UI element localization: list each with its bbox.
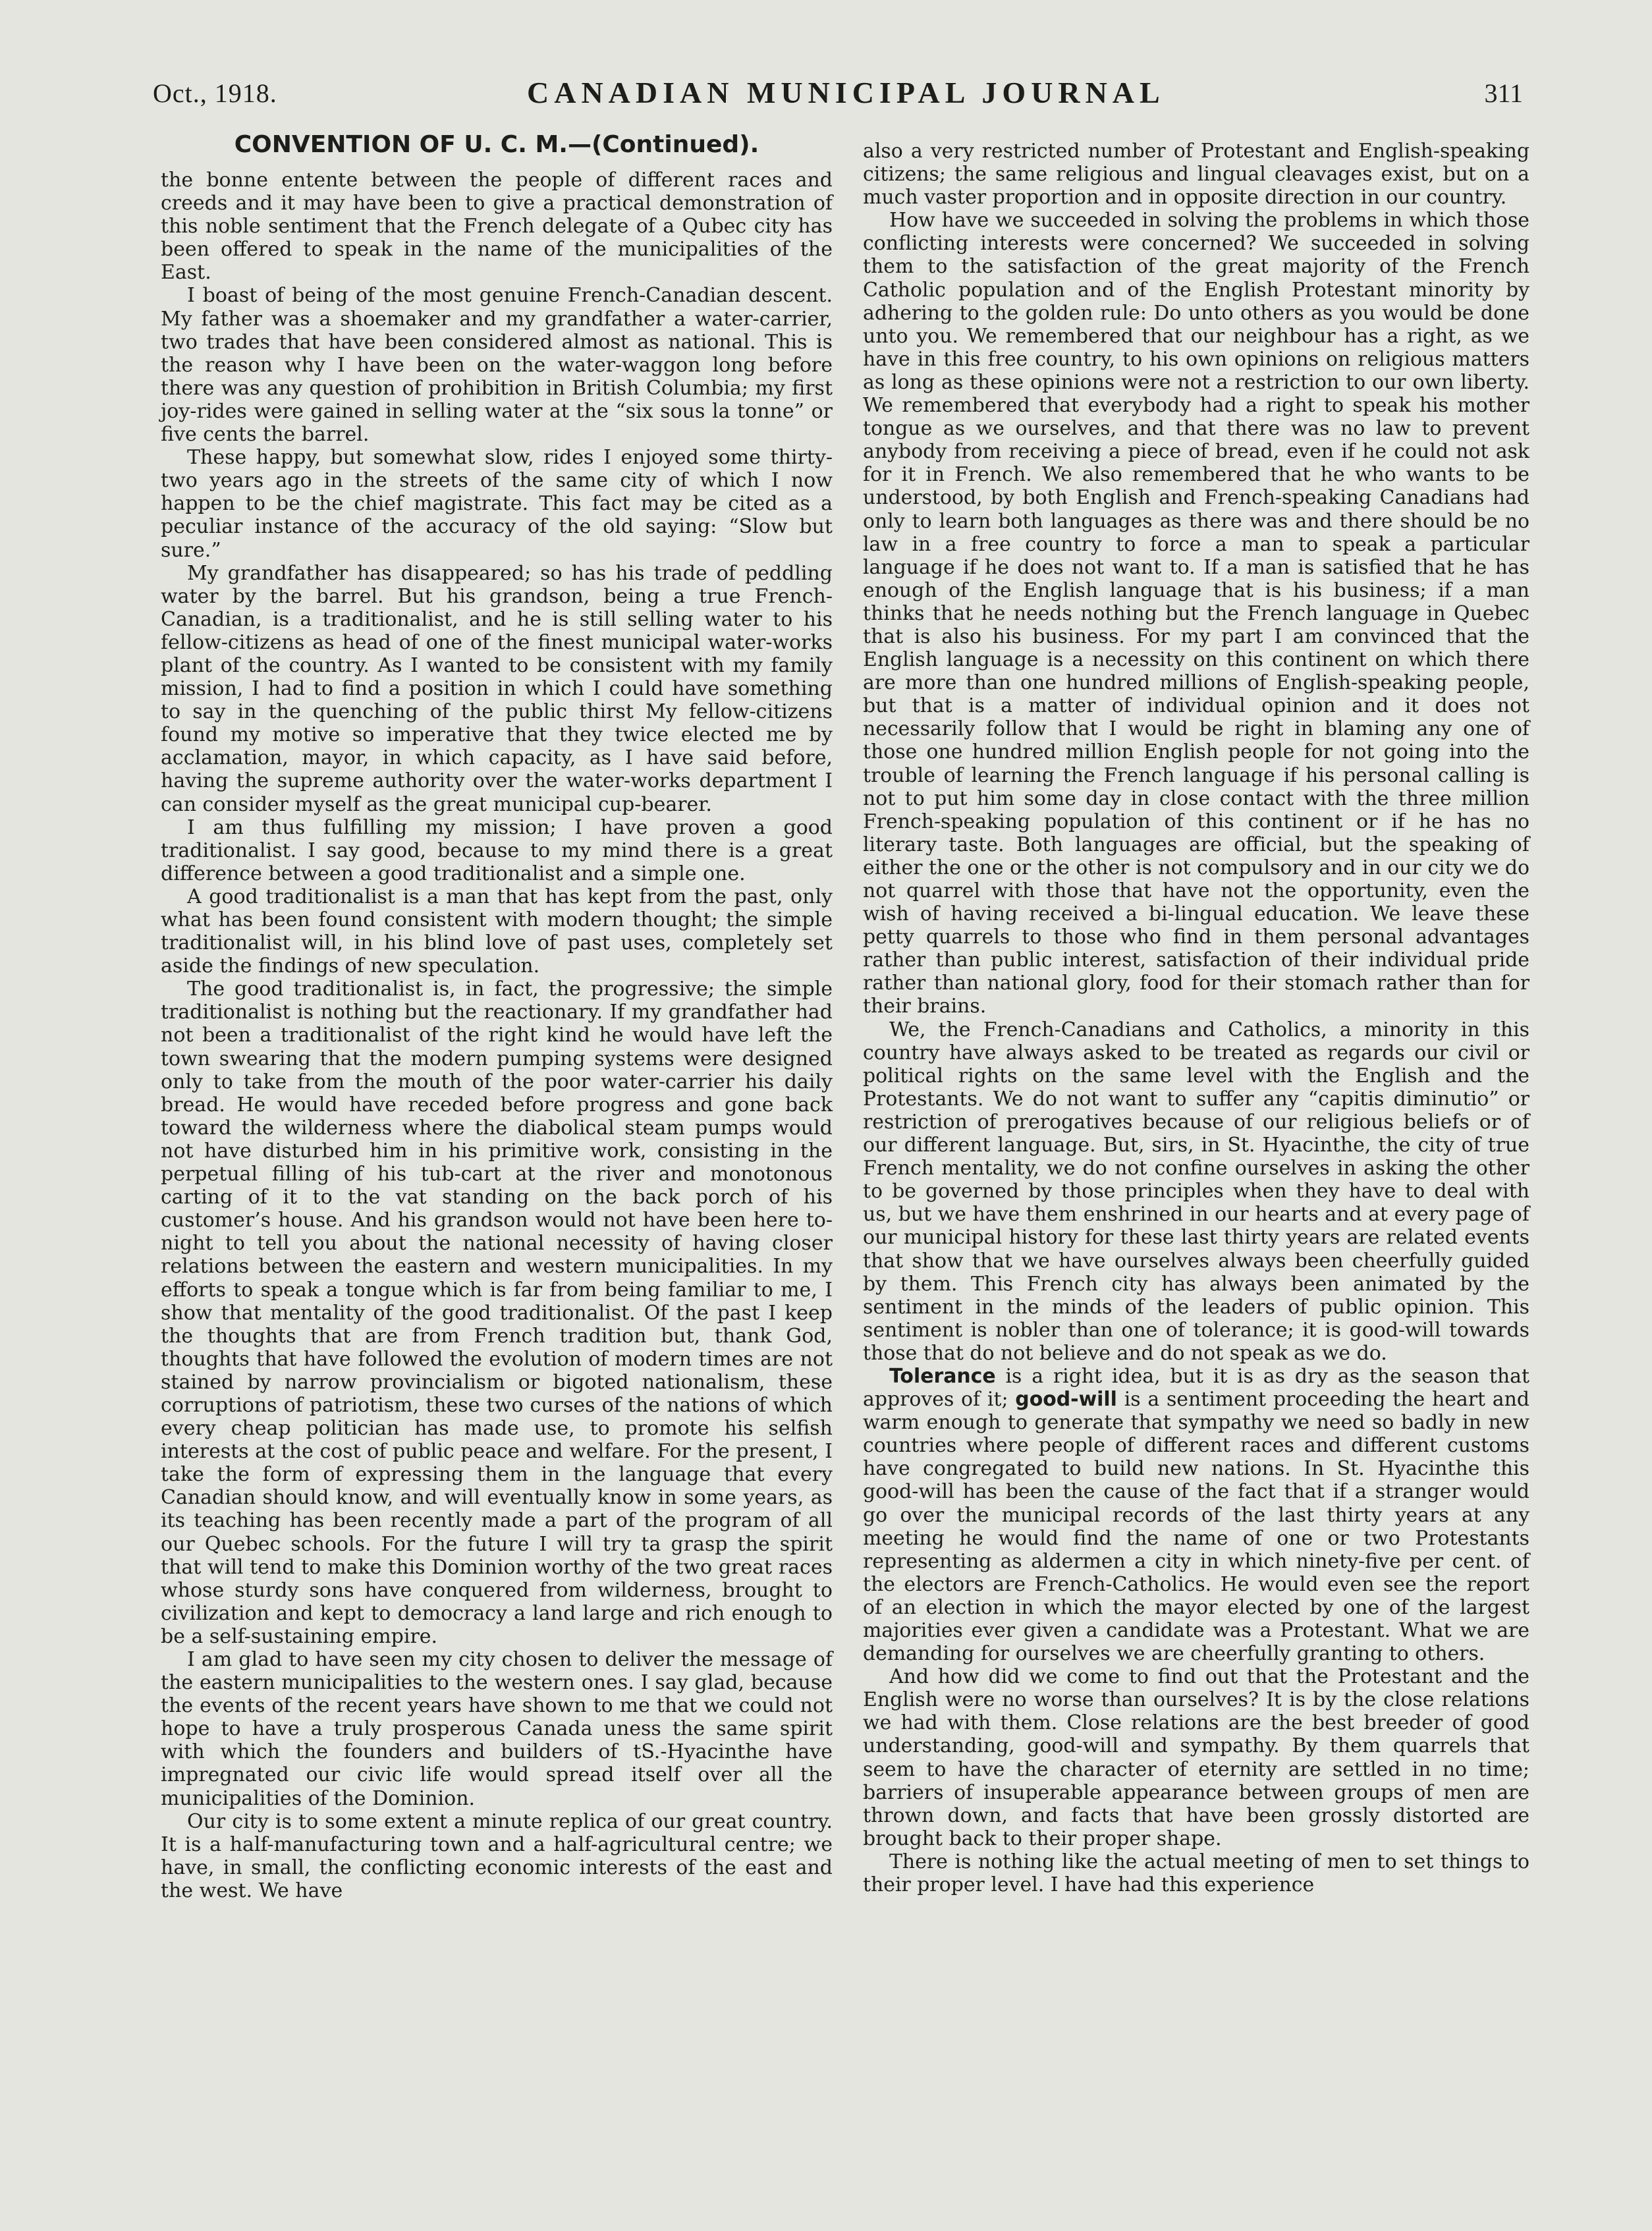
paragraph-tolerance — [863, 1365, 1529, 1665]
section-title: CONVENTION OF U. C. M.—(Continued). — [234, 131, 759, 158]
paragraph: I am glad to have seen my city chosen to deliver the message of the eastern municipalities to the western ones. I say glad, because the events of the recent years have shown to me that we could not hope to have a truly prosperous Canada uness the same spirit with which the founders and builders of tS.-Hyacinthe have impregnated our civic life would spread itself over all the municipalities of the Dominion. — [161, 1648, 833, 1810]
paragraph: There is nothing like the actual meeting of men to set things to their proper level. I have had this experience — [863, 1850, 1529, 1897]
paragraph: I boast of being of the most genuine French-Canadian descent. My father was a shoemaker and my grandfather a water-carrier, two trades that have been considered almost as national. This is the reason why I have been on the water-waggon long before there was any question of prohibition in British Columbia; my first joy-rides were gained in selling water at the “six sous la tonne” or five cents the barrel. — [161, 284, 833, 447]
paragraph: How have we succeeded in solving the problems in which those conflicting interests were concerned? We succeeded in solving them to the satisfaction of the great majority of the French Catholic population and of the English Protestant minority by adhering to the golden rule: Do unto others as you would be done unto you. We remembered that our neighbour has a right, as we have in this free country, to his own opinions on religious matters as long as these opinions were not a restriction to our own liberty. We remembered that everybody had a right to speak his mother tongue as we ourselves, and that there was no law to prevent anybody from receiving a piece of bread, even if he could not ask for it in French. We also remembered that he who wants to be understood, by both English and French-speaking Canadians had only to learn both languages as there was and there should be no law in a free country to force a man to speak a particular language if he does not want to. If a man is satisfied that he has enough of the English language that is his business; if a man thinks that he needs nothing but the French language in Quebec that is also his business. For my part I am convinced that the English language is a necessity on this continent on which there are more than one hundred millions of English-speaking people, but that is a matter of individual opinion and it does not necessarily follow that I would be right in blaming any one of those one hundred million English people for not going into the trouble of learning the French language if his personal calling is not to put him some day in close contact with the three million French-speaking population of this continent or if he has no literary taste. Both languages are official, but the speaking of either the one or the other is not compulsory and in our city we do not quarrel with those that have not the opportunity, even the wish of having received a bi-lingual education. We leave these petty quarrels to those who find in them personal advantages rather than public interest, satisfaction of their individual pride rather than national glory, food for their stomach rather than for their brains. — [863, 209, 1529, 1018]
paragraph: And how did we come to find out that the Protestant and the English were no worse than ourselves? It is by the close relations we had with them. Close relations are the best breeder of good understanding, good-will and sympathy. By them quarrels that seem to have the character of eternity are settled in no time; barriers of insuperable appearance between groups of men are thrown down, and facts that have been grossly distorted are brought back to their proper shape. — [863, 1665, 1529, 1850]
paragraph: Our city is to some extent a minute replica of our great country. It is a half-manufacturing town and a half-agricultural centre; we have, in small, the conflicting economic interests of the east and the west. We have — [161, 1809, 833, 1902]
issue-date: Oct., 1918. — [153, 78, 277, 108]
paragraph: We, the French-Canadians and Catholics, a minority in this country have always asked to be treated as regards our civil or political rights on the same level with the English and the Protestants. We do not want to suffer any “capitis diminutio” or restriction of prerogatives because of our religious beliefs or of our different language. But, sirs, in St. Hyacinthe, the city of true French mentality, we do not confine ourselves in asking the other to be governed by those principles when they have to deal with us, but we have them enshrined in our hearts and at every page of our municipal history for these last thirty years are related events that show that we have ourselves always been cheerfully guided by them. This French city has always been animated by the sentiment in the minds of the leaders of public opinion. This sentiment is nobler than one of tolerance; it is good-will towards those that do not believe and do not speak as we do. — [863, 1018, 1529, 1365]
paragraph-text: is a right idea, but it is as dry as the season that approves of it; — [863, 1364, 1529, 1412]
journal-title: CANADIAN MUNICIPAL JOURNAL — [527, 76, 1165, 109]
page-header — [153, 72, 1523, 112]
paragraph: A good traditionalist is a man that has kept from the past, only what has been found consistent with modern thought; the simple traditionalist will, in his blind love of past uses, completely set aside the findings of new speculation. — [161, 885, 833, 978]
paragraph: also a very restricted number of Protestant and English-speaking citizens; the same religious and lingual cleavages exist, but on a much vaster proportion and in opposite direction in our country. — [863, 140, 1529, 209]
left-column — [161, 129, 833, 1902]
paragraph: I am thus fulfilling my mission; I have proven a good traditionalist. I say good, because to my mind there is a great difference between a good traditionalist and a simple one. — [161, 815, 833, 885]
paragraph: the bonne entente between the people of different races and creeds and it may have been to give a practical demonstration of this noble sentiment that the French delegate of a Qubec city has been offered to speak in the name of the municipalities of the East. — [161, 169, 833, 285]
emphasis-good-will: good-will — [1015, 1388, 1117, 1412]
paragraph: The good traditionalist is, in fact, the progressive; the simple traditionalist is nothing but the reactionary. If my grandfather had not been a traditionalist of the right kind he would have left the town swearing that the modern pumping systems were designed only to take from the mouth of the poor water-carrier his daily bread. He would have receded before progress and gone back toward the wilderness where the diabolical steam pumps would not have disturbed him in his primitive work, consisting in the perpetual filling of his tub-cart at the river and monotonous carting of it to the vat standing on the back porch of his customer’s house. And his grandson would not have been here to-night to tell you about the national necessity of having closer relations between the eastern and western municipalities. In my efforts to speak a tongue which is far from being familiar to me, I show that mentality of the good traditionalist. Of the past I keep the thoughts that are from French tradition but, thank God, thoughts that have followed the evolution of modern times are not stained by narrow provincialism or bigoted nationalism, these corruptions of patriotism, these two curses of the nations of which every cheap politician has made use, to promote his selfish interests at the cost of public peace and welfare. For the present, I take the form of expressing them in the language that every Canadian should know, and will eventually know in some years, as its teaching has been recently made a part of the program of all our Quebec schools. For the future I will try ta grasp the spirit that will tend to make this Dominion worthy of the two great races whose sturdy sons have conquered from wilderness, brought to civilization and kept to democracy a land large and rich enough to be a self-sustaining empire. — [161, 978, 833, 1648]
paragraph: These happy, but somewhat slow, rides I enjoyed some thirty-two years ago in the streets of the same city of which I now happen to be the chief magistrate. This fact may be cited as a peculiar instance of the accuracy of the old saying: “Slow but sure.” — [161, 446, 833, 562]
paragraph-text: is a sentiment proceeding the heart and warm enough to generate that sympathy we need so badly in new countries where people of different races and different customs have congregated to build new nations. In St. Hyacinthe this good-will has been the cause of the fact that if a stranger would go over the municipal records of the last thirty years at any meeting he would find the name of one or two Protestants representing as aldermen a city in which ninety-five per cent. of the electors are French-Catholics. He would even see the report of an election in which the mayor elected by one of the largest majorities ever given a candidate was a Protestant. What we are demanding for ourselves we are cheerfully granting to others. — [863, 1388, 1529, 1666]
page-number: 311 — [1484, 78, 1523, 108]
right-column — [863, 140, 1529, 1896]
paragraph: My grandfather has disappeared; so has his trade of peddling water by the barrel. But his grandson, being a true French-Canadian, is a traditionalist, and he is still selling water to his fellow-citizens as head of one of the finest municipal water-works plant of the country. As I wanted to be consistent with my family mission, I had to find a position in which I could have something to say in the quenching of the public thirst My fellow-citizens found my motive so imperative that they twice elected me by acclamation, mayor, in which capacity, as I have said before, having the supreme authority over the water-works department I can consider myself as the great municipal cup-bearer. — [161, 561, 833, 816]
emphasis-tolerance: Tolerance — [889, 1364, 996, 1388]
